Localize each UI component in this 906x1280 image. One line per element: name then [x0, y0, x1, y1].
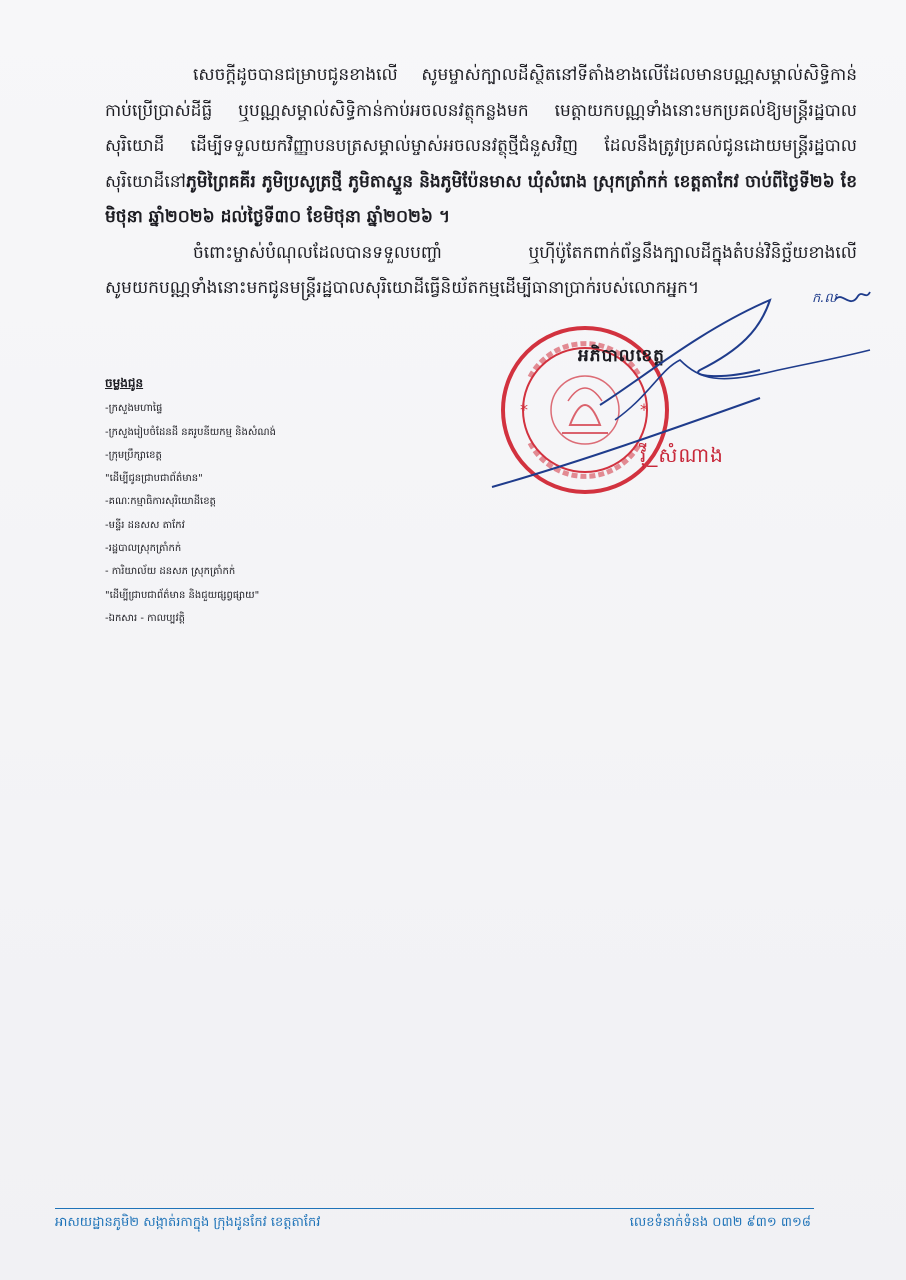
recipient-item: -ក្រសួងរៀបចំដែនដី នគរូបនីយកម្ម និងសំណង់ — [105, 426, 276, 438]
recipients-title: ចម្លងជូន — [105, 376, 144, 390]
footer-phone: លេខទំនាក់ទំនង ០៣២ ៩៣១ ៣១៨ — [629, 1215, 811, 1230]
recipient-item: "ដើម្បីជូនជ្រាបជាព័ត៌មាន" — [105, 473, 203, 485]
margin-note: ក.ល — [812, 291, 837, 306]
recipient-item: - ការិយាល័យ ដនសភ ស្រុកត្រាំកក់ — [105, 566, 236, 578]
recipient-item: -មន្ទីរ ដនសស តាកែវ — [105, 519, 185, 531]
recipients-list — [105, 372, 365, 630]
svg-text:*: * — [520, 400, 528, 419]
signatory-name: វ៉ី_សំណាង — [640, 443, 724, 467]
paragraph-2: ចំពោះម្ចាស់បំណុលដែលបានទទួលបញ្ចាំ ឬហ៊ីប៉ូតែកពាក់ព័ន្ធនឹងក្បាលដីក្នុងតំបន់វិនិច្ឆ័យខាងលើសូមយកបណ្ណទាំងនោះមកជូនមន្ត្រីរដ្ឋបាលសុរិយោដីធ្វើនិយ័តកម្មដើម្បីធានាប្រាក់របស់លោកអ្នក។ — [105, 242, 857, 298]
recipient-item: -ក្រសួងមហាផ្ទៃ — [105, 403, 163, 415]
recipient-item: -រដ្ឋបាលស្រុកត្រាំកក់ — [105, 543, 182, 555]
recipient-item: -គណៈកម្មាធិការសុរិយោដីខេត្ត — [105, 496, 216, 508]
recipient-item: -ឯកសារ - កាលប្បវត្តិ — [105, 612, 186, 624]
paragraph-1-text: សេចក្ដីដូចបានជម្រាបជូនខាងលើ សូមម្ចាស់ក្បាលដីស្ថិតនៅទីតាំងខាងលើដែលមានបណ្ណសម្គាល់សិទ្ធិកាន់កាប់ប្រើប្រាស់ដីធ្លី ឬបណ្ណសម្គាល់សិទ្ធិកាន់កាប់អចលនវត្ថុកន្លងមក មេត្តាយកបណ្ណទាំងនោះមកប្រគល់ឱ្យមន្ត្រីរដ្ឋបាលសុរិយោដី ដើម្បីទទួលយកវិញ្ញាបនបត្រសម្គាល់ម្ចាស់អចលនវត្ថុថ្មីជំនួសវិញ ដែលនឹងត្រូវប្រគល់ជូនដោយមន្ត្រីរដ្ឋបាលសុរិយោដីនៅ — [105, 65, 857, 192]
signatory-title: អភិបាលខេត្ត — [578, 346, 665, 366]
recipient-item: "ដើម្បីជ្រាបជាព័ត៌មាន និងជួយផ្សព្វផ្សាយ" — [105, 589, 260, 601]
footer-address: អាសយដ្ឋានភូមិ២ សង្កាត់រកាក្នុង ក្រុងដូនកែវ ខេត្តតាកែវ — [55, 1215, 321, 1230]
footer-divider — [55, 1208, 814, 1209]
recipient-item: -ក្រុមប្រឹក្សាខេត្ត — [105, 449, 162, 461]
paragraph-1-bold-text: ភូមិព្រៃគគីរ ភូមិប្រសូត្រថ្មី ភូមិតាស្នួន និងភូមិប៉ែនមាស ឃុំសំរោង ស្រុកត្រាំកក់ ខេត្តតាកែវ ចាប់ពីថ្ងៃទី២៦ ខែមិថុនា ឆ្នាំ២០២៦ ដល់ថ្ងៃទី៣០ ខែមិថុនា ឆ្នាំ២០២៦ ។ — [105, 171, 857, 227]
svg-text:*: * — [640, 400, 648, 419]
